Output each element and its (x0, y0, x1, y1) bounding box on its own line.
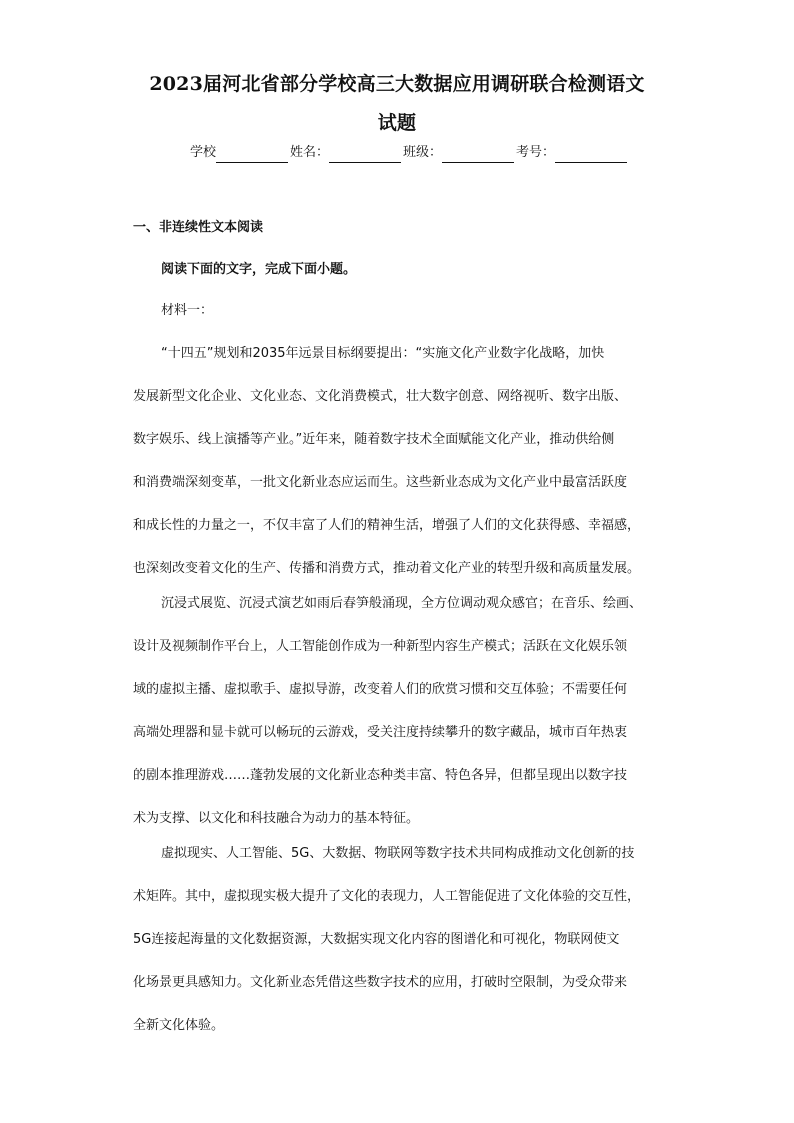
paragraph-line: 全新文化体验。 (133, 1018, 225, 1033)
material-label: 材料一： (161, 303, 214, 318)
paragraph-line: 沉浸式展览、沉浸式演艺如雨后春笋般涌现，全方位调动观众感官；在音乐、绘画、 (161, 596, 643, 611)
paragraph-line: 5G连接起海量的文化数据资源，大数据实现文化内容的图谱化和可视化，物联网使文 (133, 932, 620, 947)
paragraph-line: 术矩阵。其中，虚拟现实极大提升了文化的表现力，人工智能促进了文化体验的交互性， (133, 889, 641, 904)
paragraph-line: 虚拟现实、人工智能、5G、大数据、物联网等数字技术共同构成推动文化创新的技 (161, 846, 635, 861)
paragraph-line: 和成长性的力量之一，不仅丰富了人们的精神生活，增强了人们的文化获得感、幸福感， (133, 518, 641, 533)
exam-number-label: 考号： (516, 145, 556, 160)
paragraph-line: 和消费端深刻变革，一批文化新业态应运而生。这些新业态成为文化产业中最富活跃度 (133, 475, 628, 490)
paragraph-line: 的剧本推理游戏……蓬勃发展的文化新业态种类丰富、特色各异，但都呈现出以数字技 (133, 768, 628, 783)
paragraph-line: 域的虚拟主播、虚拟歌手、虚拟导游，改变着人们的欣赏习惯和交互体验；不需要任何 (133, 682, 628, 697)
paragraph-line: 化场景更具感知力。文化新业态凭借这些数字技术的应用，打破时空限制，为受众带来 (133, 975, 628, 990)
paragraph-line: 高端处理器和显卡就可以畅玩的云游戏，受关注度持续攀升的数字藏品，城市百年热衷 (133, 725, 628, 740)
class-label: 班级： (403, 145, 443, 160)
student-info-row (190, 143, 629, 163)
class-blank (442, 146, 514, 163)
school-blank (216, 146, 288, 163)
paragraph-line: 也深刻改变着文化的生产、传播和消费方式，推动着文化产业的转型升级和高质量发展。 (133, 561, 641, 576)
document-title-line-1: 2023届河北省部分学校高三大数据应用调研联合检测语文 (149, 73, 645, 95)
section-heading: 一、非连续性文本阅读 (133, 220, 264, 235)
paragraph-1 (133, 344, 673, 602)
paragraph-line: 发展新型文化企业、文化业态、文化消费模式，壮大数字创意、网络视听、数字出版、 (133, 389, 628, 404)
exam-number-blank (555, 146, 627, 163)
paragraph-line: 设计及视频制作平台上，人工智能创作成为一种新型内容生产模式；活跃在文化娱乐领 (133, 639, 628, 654)
paragraph-3 (133, 844, 673, 1059)
name-label: 姓名： (290, 145, 330, 160)
name-blank (329, 146, 401, 163)
reading-instruction: 阅读下面的文字，完成下面小题。 (161, 262, 357, 277)
paragraph-line: 数字娱乐、线上演播等产业。”近年来，随着数字技术全面赋能文化产业，推动供给侧 (133, 432, 615, 447)
school-label: 学校 (190, 145, 217, 160)
paragraph-line: 术为支撑、以文化和科技融合为动力的基本特征。 (133, 811, 420, 826)
document-title-line-2: 试题 (377, 112, 417, 134)
paragraph-2 (133, 594, 673, 852)
paragraph-line: “十四五”规划和2035年远景目标纲要提出：“实施文化产业数字化战略，加快 (161, 346, 605, 361)
